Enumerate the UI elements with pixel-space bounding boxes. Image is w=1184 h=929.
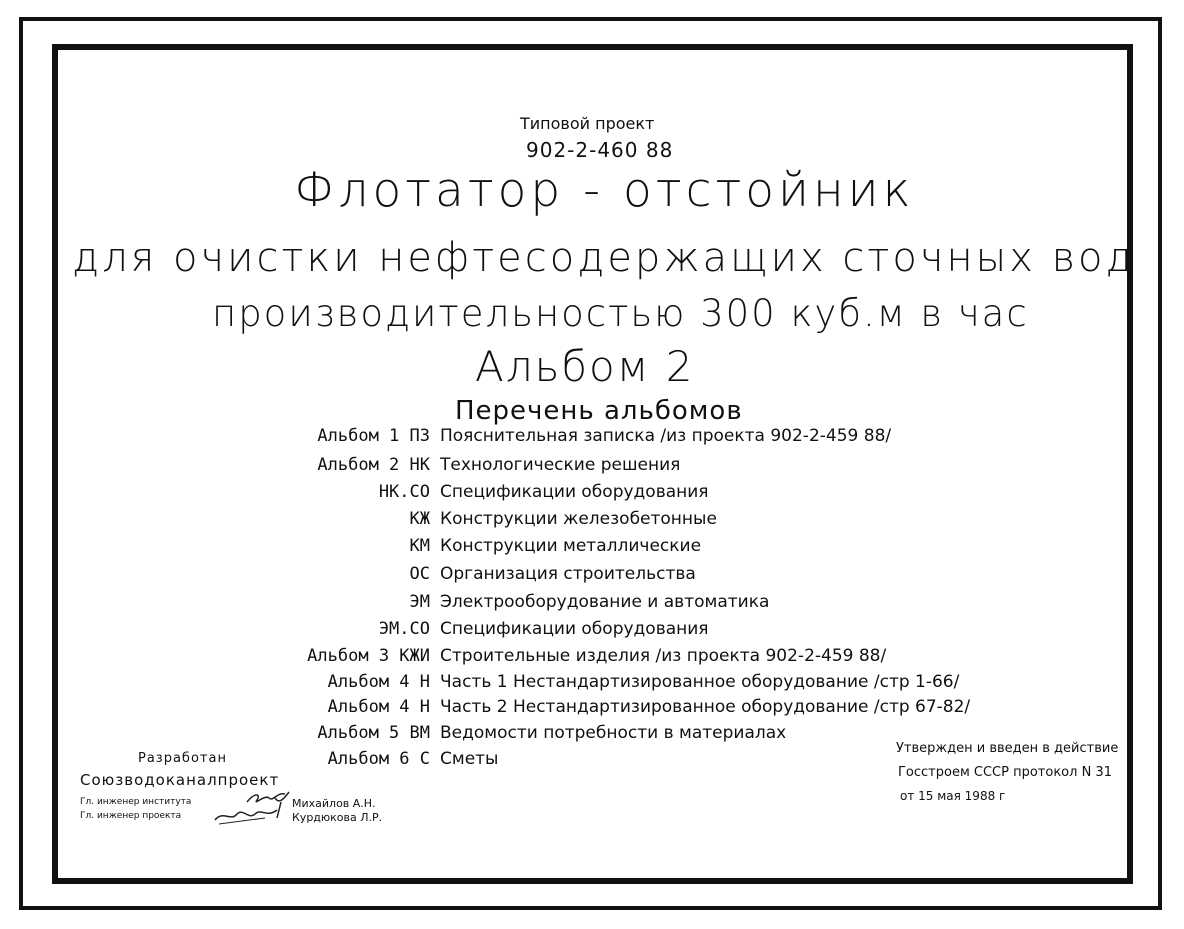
list-item-text: Пояснительная записка /из проекта 902-2-459 88/ bbox=[440, 426, 892, 446]
signature bbox=[205, 788, 295, 826]
list-item-text: Часть 2 Нестандартизированное оборудование /стр 67-82/ bbox=[440, 697, 971, 717]
project-type: Типовой проект bbox=[520, 114, 655, 133]
chief-engineer-institute: Гл. инженер института bbox=[80, 797, 192, 807]
list-item-label: Альбом 4 Н bbox=[327, 672, 430, 692]
album-title: Альбом 2 bbox=[475, 342, 695, 391]
engineer-name-2: Курдюкова Л.Р. bbox=[292, 811, 383, 824]
list-item-text: Электрооборудование и автоматика bbox=[440, 592, 770, 612]
approval-line-1: Утвержден и введен в действие bbox=[896, 741, 1119, 756]
list-item-text: Часть 1 Нестандартизированное оборудование /стр 1-66/ bbox=[440, 672, 960, 692]
list-item-text: Конструкции железобетонные bbox=[440, 509, 717, 529]
engineer-name-1: Михайлов А.Н. bbox=[292, 797, 376, 810]
list-item-label: ЭМ bbox=[409, 592, 430, 612]
list-item-label: КМ bbox=[409, 536, 430, 556]
list-item bbox=[0, 511, 1184, 531]
title-line-1: Флотатор - отстойник bbox=[294, 163, 915, 218]
project-number: 902-2-460 88 bbox=[526, 138, 674, 162]
list-item bbox=[0, 538, 1184, 558]
list-item-text: Спецификации оборудования bbox=[440, 619, 709, 639]
list-item-label: Альбом 6 С bbox=[327, 749, 430, 769]
list-item-text: Спецификации оборудования bbox=[440, 482, 709, 502]
developer-label: Разработан bbox=[138, 751, 227, 766]
list-item bbox=[0, 621, 1184, 641]
list-item-label: НК.СО bbox=[378, 482, 430, 502]
approval-line-2: Госстроем СССР протокол N 31 bbox=[898, 765, 1112, 780]
list-item-label: Альбом 1 ПЗ bbox=[317, 426, 430, 446]
list-item bbox=[0, 566, 1184, 586]
list-item-label: ОС bbox=[409, 564, 430, 584]
list-item-label: Альбом 2 НК bbox=[317, 455, 430, 475]
list-item-label: КЖ bbox=[409, 509, 430, 529]
albums-list-heading: Перечень альбомов bbox=[455, 396, 743, 426]
developer-organization: Союзводоканалпроект bbox=[80, 771, 280, 789]
list-item-text: Технологические решения bbox=[440, 455, 681, 475]
title-line-2: для очистки нефтесодержащих сточных вод bbox=[72, 235, 1136, 281]
list-item bbox=[0, 594, 1184, 614]
chief-engineer-project: Гл. инженер проекта bbox=[80, 811, 182, 821]
list-item bbox=[0, 484, 1184, 504]
list-item-label: ЭМ.СО bbox=[378, 619, 430, 639]
list-item-label: Альбом 5 ВМ bbox=[317, 723, 430, 743]
approval-line-3: от 15 мая 1988 г bbox=[900, 789, 1006, 803]
list-item bbox=[0, 674, 1184, 694]
list-item-label: Альбом 3 КЖИ bbox=[307, 646, 430, 666]
list-item-label: Альбом 4 Н bbox=[327, 697, 430, 717]
list-item-text: Сметы bbox=[440, 749, 499, 769]
list-item-text: Строительные изделия /из проекта 902-2-459 88/ bbox=[440, 646, 887, 666]
list-item-text: Ведомости потребности в материалах bbox=[440, 723, 787, 743]
list-item-text: Организация строительства bbox=[440, 564, 696, 584]
list-item bbox=[0, 428, 1184, 448]
list-item-text: Конструкции металлические bbox=[440, 536, 702, 556]
list-item bbox=[0, 699, 1184, 719]
list-item bbox=[0, 648, 1184, 668]
title-line-3: производительностью 300 куб.м в час bbox=[212, 292, 1029, 335]
list-item bbox=[0, 457, 1184, 477]
